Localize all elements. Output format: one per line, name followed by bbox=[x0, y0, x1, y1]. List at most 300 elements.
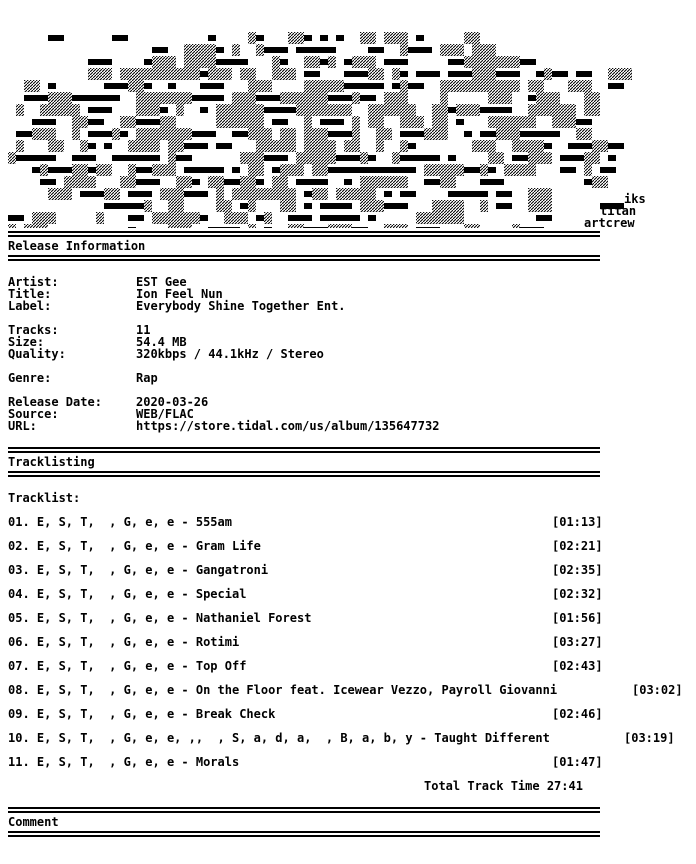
logo-block bbox=[96, 164, 112, 176]
logo-block bbox=[200, 56, 216, 68]
logo-block bbox=[248, 188, 272, 200]
logo-block bbox=[40, 179, 56, 185]
logo-block bbox=[424, 179, 440, 185]
logo-block bbox=[248, 200, 256, 212]
logo-block bbox=[352, 92, 360, 104]
logo-block bbox=[240, 203, 248, 209]
release-field bbox=[8, 372, 696, 384]
logo-block bbox=[352, 116, 360, 128]
logo-block bbox=[280, 188, 296, 200]
logo-block bbox=[472, 191, 488, 197]
logo-block bbox=[432, 116, 440, 128]
track-title: 04. E, S, T, , G, e, e - Special bbox=[8, 587, 247, 601]
logo-block bbox=[488, 152, 504, 164]
logo-block bbox=[304, 80, 328, 92]
divider bbox=[8, 828, 696, 840]
logo-block bbox=[216, 47, 224, 53]
logo-block bbox=[400, 191, 416, 197]
logo-block bbox=[88, 131, 112, 137]
logo-block bbox=[432, 128, 448, 140]
logo-block bbox=[552, 71, 568, 77]
logo-block bbox=[496, 80, 520, 92]
logo-block bbox=[344, 203, 352, 209]
logo-block bbox=[288, 92, 304, 104]
logo-block bbox=[80, 155, 96, 161]
logo-block bbox=[480, 164, 488, 176]
logo-block bbox=[168, 128, 192, 140]
logo-block bbox=[216, 68, 232, 80]
logo-block bbox=[40, 155, 48, 161]
logo-block bbox=[272, 107, 288, 113]
logo-block bbox=[464, 167, 480, 173]
logo-block bbox=[128, 191, 152, 197]
logo-block bbox=[32, 167, 40, 173]
release-field bbox=[8, 288, 696, 300]
field-value: 11 bbox=[136, 323, 151, 337]
track-title: 10. E, S, T, , G, e, e, ,, , S, a, d, a, , B, a, b, y - Taught Different bbox=[8, 731, 550, 745]
logo-block bbox=[136, 167, 152, 173]
field-label: Quality: bbox=[8, 347, 66, 361]
logo-block bbox=[448, 164, 464, 176]
logo-block bbox=[360, 152, 368, 164]
track-title: 06. E, S, T, , G, e, e - Rotimi bbox=[8, 635, 240, 649]
divider bbox=[8, 252, 696, 264]
logo-block bbox=[464, 32, 480, 44]
logo-block bbox=[144, 83, 152, 89]
logo-block bbox=[240, 176, 248, 188]
logo-block bbox=[440, 80, 456, 92]
logo-block bbox=[16, 131, 32, 137]
logo-block bbox=[368, 68, 384, 80]
logo-block bbox=[560, 167, 576, 173]
logo-block bbox=[384, 59, 408, 65]
logo-block bbox=[344, 179, 352, 185]
logo-block bbox=[176, 104, 184, 116]
logo-block bbox=[400, 116, 408, 128]
logo-block bbox=[368, 155, 376, 161]
track-title: 09. E, S, T, , G, e, e - Break Check bbox=[8, 707, 276, 721]
logo-block bbox=[288, 215, 304, 221]
logo-block bbox=[80, 191, 104, 197]
logo-block bbox=[136, 92, 160, 104]
track-duration: [02:35] bbox=[552, 563, 603, 577]
logo-block bbox=[256, 35, 264, 41]
logo-block bbox=[224, 104, 240, 116]
track-title: 08. E, S, T, , G, e, e - On the Floor feat. Icewear Vezzo, Payroll Giovanni bbox=[8, 683, 558, 697]
logo-block bbox=[344, 71, 368, 77]
logo-block bbox=[496, 71, 520, 77]
track-row bbox=[8, 612, 696, 636]
logo-block bbox=[216, 143, 232, 149]
logo-block bbox=[416, 35, 424, 41]
logo-block bbox=[352, 56, 376, 68]
logo-block bbox=[104, 203, 120, 209]
logo-block bbox=[200, 71, 208, 77]
logo-block bbox=[296, 104, 312, 116]
logo-block bbox=[312, 164, 328, 176]
release-field bbox=[8, 396, 696, 408]
logo-block bbox=[264, 107, 272, 113]
logo-block bbox=[384, 92, 392, 104]
logo-block bbox=[48, 188, 72, 200]
logo-block bbox=[384, 191, 392, 197]
logo-block bbox=[304, 128, 328, 140]
logo-block bbox=[600, 167, 608, 173]
logo-block bbox=[144, 59, 152, 65]
logo-block bbox=[48, 167, 72, 173]
logo-block bbox=[176, 176, 192, 188]
logo-block bbox=[232, 131, 248, 137]
logo-block bbox=[440, 212, 464, 224]
logo-block bbox=[312, 104, 336, 116]
logo-block bbox=[488, 68, 496, 80]
logo-block bbox=[64, 176, 88, 188]
logo-block bbox=[432, 104, 440, 116]
logo-block bbox=[152, 56, 176, 68]
logo-block bbox=[432, 200, 456, 212]
track-duration: [02:46] bbox=[552, 707, 603, 721]
track-title: 05. E, S, T, , G, e, e - Nathaniel Forest bbox=[8, 611, 312, 625]
logo-block bbox=[32, 212, 56, 224]
logo-block bbox=[40, 104, 64, 116]
logo-block bbox=[192, 44, 200, 56]
logo-block bbox=[392, 104, 416, 116]
logo-block bbox=[32, 128, 56, 140]
credit-line-2: titan bbox=[600, 204, 637, 218]
logo-block bbox=[312, 140, 336, 152]
logo-block bbox=[48, 83, 56, 89]
logo-block bbox=[392, 68, 400, 80]
logo-block bbox=[400, 140, 408, 152]
logo-block bbox=[552, 116, 576, 128]
logo-block bbox=[216, 104, 224, 116]
logo-block bbox=[360, 32, 376, 44]
logo-block bbox=[264, 155, 288, 161]
logo-block bbox=[272, 119, 288, 125]
logo-block bbox=[184, 56, 200, 68]
tracklist-label: Tracklist: bbox=[8, 491, 81, 505]
logo-block bbox=[88, 143, 96, 149]
logo-block bbox=[440, 116, 448, 128]
logo-block bbox=[272, 188, 280, 200]
logo-block bbox=[360, 83, 368, 89]
logo-block bbox=[128, 140, 136, 152]
track-duration: [01:13] bbox=[552, 515, 603, 529]
logo-block bbox=[408, 47, 432, 53]
logo-block bbox=[328, 167, 344, 173]
track-duration: [02:43] bbox=[552, 659, 603, 673]
logo-block bbox=[536, 92, 560, 104]
release-fields bbox=[8, 276, 696, 444]
logo-block bbox=[104, 83, 128, 89]
logo-block bbox=[280, 92, 288, 104]
logo-block bbox=[192, 68, 200, 80]
logo-block bbox=[248, 176, 256, 188]
logo-block bbox=[448, 191, 472, 197]
logo-block bbox=[520, 155, 528, 161]
logo-block bbox=[104, 68, 112, 80]
field-label: Source: bbox=[8, 407, 59, 421]
logo-block bbox=[424, 164, 448, 176]
logo-block bbox=[48, 140, 64, 152]
track-title: 11. E, S, T, , G, e, e - Morals bbox=[8, 755, 240, 769]
logo-block bbox=[272, 56, 280, 68]
logo-block bbox=[592, 140, 608, 152]
logo-block bbox=[344, 215, 360, 221]
logo-block bbox=[256, 215, 264, 221]
logo-block bbox=[120, 203, 128, 209]
logo-block bbox=[72, 155, 80, 161]
logo-block bbox=[608, 167, 616, 173]
logo-block bbox=[528, 152, 552, 164]
logo-block bbox=[392, 167, 416, 173]
logo-block bbox=[336, 35, 344, 41]
logo-block bbox=[360, 95, 376, 101]
logo-block bbox=[304, 203, 312, 209]
logo-block bbox=[272, 68, 296, 80]
logo-block bbox=[128, 164, 136, 176]
field-value: EST Gee bbox=[136, 275, 187, 289]
logo-block bbox=[208, 176, 224, 188]
logo-block bbox=[304, 56, 320, 68]
logo-block bbox=[360, 167, 376, 173]
logo-block bbox=[584, 152, 600, 164]
logo-block bbox=[496, 128, 520, 140]
logo-block bbox=[384, 203, 408, 209]
logo-block bbox=[224, 59, 248, 65]
logo-block bbox=[408, 143, 416, 149]
track-row bbox=[8, 732, 696, 756]
logo-block bbox=[24, 95, 48, 101]
logo-block bbox=[120, 116, 136, 128]
logo-block bbox=[328, 131, 352, 137]
logo-block bbox=[584, 92, 600, 104]
logo-block bbox=[392, 152, 400, 164]
logo-block bbox=[320, 203, 344, 209]
logo-block bbox=[128, 215, 144, 221]
logo-block bbox=[424, 128, 432, 140]
logo-block bbox=[264, 95, 280, 101]
field-value: 54.4 MB bbox=[136, 335, 187, 349]
logo-block bbox=[176, 212, 200, 224]
logo-block bbox=[304, 215, 312, 221]
logo-block bbox=[96, 212, 104, 224]
divider bbox=[8, 468, 696, 480]
logo-block bbox=[272, 176, 288, 188]
logo-block bbox=[88, 176, 96, 188]
logo-block bbox=[112, 155, 136, 161]
logo-block bbox=[184, 191, 208, 197]
logo-block bbox=[512, 155, 520, 161]
logo-block bbox=[472, 44, 496, 56]
logo-block bbox=[160, 92, 168, 104]
logo-block bbox=[568, 80, 592, 92]
logo-block bbox=[584, 179, 592, 185]
logo-block bbox=[512, 140, 520, 152]
logo-block bbox=[72, 95, 96, 101]
logo-block bbox=[520, 140, 544, 152]
logo-block bbox=[376, 128, 392, 140]
logo-block bbox=[320, 215, 344, 221]
field-value: Ion Feel Nun bbox=[136, 287, 223, 301]
logo-block bbox=[592, 104, 600, 116]
credit-line-3: artcrew bbox=[584, 216, 635, 230]
logo-block bbox=[496, 107, 512, 113]
logo-block bbox=[224, 179, 240, 185]
track-row bbox=[8, 564, 696, 588]
logo-block bbox=[104, 143, 112, 149]
logo-block bbox=[200, 215, 208, 221]
logo-block bbox=[296, 152, 320, 164]
release-field bbox=[8, 336, 696, 348]
logo-block bbox=[120, 176, 136, 188]
logo-block bbox=[320, 179, 328, 185]
logo-block bbox=[248, 128, 272, 140]
logo-block bbox=[248, 80, 272, 92]
logo-block bbox=[168, 92, 192, 104]
logo-block bbox=[112, 35, 128, 41]
logo-block bbox=[528, 131, 536, 137]
logo-block bbox=[568, 143, 592, 149]
logo-block bbox=[192, 131, 216, 137]
logo-block bbox=[216, 200, 232, 212]
logo-block bbox=[272, 167, 280, 173]
logo-block bbox=[168, 140, 184, 152]
logo-block bbox=[128, 203, 144, 209]
logo-block bbox=[576, 119, 592, 125]
field-value: WEB/FLAC bbox=[136, 407, 194, 421]
logo-block bbox=[160, 107, 168, 113]
logo-block bbox=[456, 119, 464, 125]
track-title: 01. E, S, T, , G, e, e - 555am bbox=[8, 515, 232, 529]
track-row bbox=[8, 708, 696, 732]
track-row bbox=[8, 684, 696, 708]
logo-block bbox=[480, 80, 496, 92]
logo-block bbox=[448, 71, 472, 77]
logo-block bbox=[368, 215, 376, 221]
logo-block bbox=[360, 188, 376, 200]
release-field bbox=[8, 300, 696, 312]
logo-block bbox=[320, 59, 328, 65]
track-list bbox=[8, 516, 696, 780]
logo-block bbox=[120, 68, 144, 80]
logo-block bbox=[184, 68, 192, 80]
release-field bbox=[8, 420, 696, 432]
logo-block bbox=[576, 128, 592, 140]
logo-block bbox=[456, 80, 472, 92]
release-field bbox=[8, 348, 696, 360]
logo-block bbox=[208, 167, 224, 173]
logo-block bbox=[200, 107, 208, 113]
logo-block bbox=[304, 71, 320, 77]
logo-block bbox=[240, 104, 264, 116]
track-duration: [02:32] bbox=[552, 587, 603, 601]
logo-block bbox=[480, 200, 488, 212]
logo-block bbox=[400, 155, 416, 161]
logo-block bbox=[528, 200, 552, 212]
logo-block bbox=[368, 104, 392, 116]
logo-block bbox=[528, 95, 536, 101]
logo-block bbox=[400, 131, 424, 137]
track-duration: [01:56] bbox=[552, 611, 603, 625]
logo-block bbox=[208, 95, 224, 101]
logo-block bbox=[576, 71, 592, 77]
field-value: Everybody Shine Together Ent. bbox=[136, 299, 346, 313]
logo-block bbox=[488, 116, 512, 128]
logo-block bbox=[240, 116, 264, 128]
logo-block bbox=[184, 155, 192, 161]
logo-block bbox=[280, 128, 296, 140]
logo-block bbox=[200, 44, 216, 56]
logo-block bbox=[264, 212, 272, 224]
logo-block bbox=[280, 140, 296, 152]
logo-block bbox=[360, 176, 376, 188]
logo-block bbox=[296, 179, 320, 185]
logo-block bbox=[328, 119, 344, 125]
section-heading-comment: Comment bbox=[8, 815, 59, 829]
logo-block bbox=[544, 143, 552, 149]
logo-block bbox=[232, 92, 256, 104]
logo-block bbox=[536, 131, 560, 137]
logo-block bbox=[344, 167, 360, 173]
logo-block bbox=[136, 155, 160, 161]
logo-block bbox=[544, 68, 552, 80]
logo-block bbox=[88, 167, 96, 173]
logo-block bbox=[168, 83, 176, 89]
logo-block bbox=[168, 152, 176, 164]
logo-block bbox=[320, 35, 328, 41]
logo-block bbox=[456, 200, 464, 212]
track-duration: [03:02] bbox=[632, 683, 683, 697]
field-label: Genre: bbox=[8, 371, 52, 385]
logo-block bbox=[144, 200, 152, 212]
logo-block bbox=[376, 167, 392, 173]
logo-block bbox=[336, 104, 352, 116]
logo-block bbox=[128, 80, 144, 92]
logo-block bbox=[256, 140, 280, 152]
logo-block bbox=[72, 128, 80, 140]
logo-block bbox=[208, 35, 216, 41]
field-value: https://store.tidal.com/us/album/135647732 bbox=[136, 419, 440, 433]
logo-block bbox=[344, 83, 360, 89]
logo-block bbox=[416, 71, 440, 77]
logo-block bbox=[312, 188, 328, 200]
track-row bbox=[8, 588, 696, 612]
logo-block bbox=[288, 32, 296, 44]
divider bbox=[8, 804, 696, 816]
logo-block bbox=[16, 104, 24, 116]
logo-block bbox=[240, 152, 264, 164]
logo-block bbox=[136, 104, 160, 116]
logo-block bbox=[488, 167, 496, 173]
field-label: Release Date: bbox=[8, 395, 102, 409]
logo-block bbox=[520, 131, 528, 137]
logo-block bbox=[232, 188, 248, 200]
logo-block bbox=[320, 119, 328, 125]
logo-blocks bbox=[8, 32, 632, 228]
logo-block bbox=[120, 131, 128, 137]
divider bbox=[8, 228, 696, 240]
logo-block bbox=[528, 164, 536, 176]
logo-block bbox=[456, 104, 480, 116]
logo-block bbox=[344, 59, 352, 65]
logo-block bbox=[352, 128, 360, 140]
logo-block bbox=[64, 104, 80, 116]
release-field bbox=[8, 324, 696, 336]
logo-block bbox=[80, 140, 88, 152]
track-row bbox=[8, 756, 696, 780]
logo-block bbox=[472, 80, 480, 92]
